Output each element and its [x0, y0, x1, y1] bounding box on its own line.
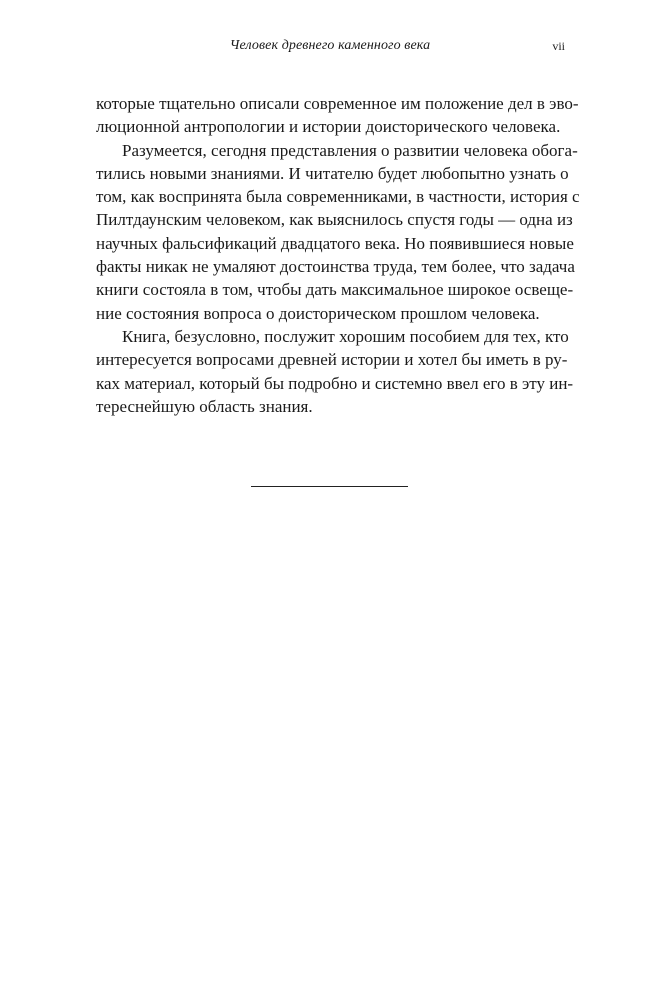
text-line: факты никак не умаляют достоинства труда, тем более, что задача [96, 257, 575, 277]
paragraph-2 [96, 139, 580, 325]
text-line: люционной антропологии и истории доисторического человека. [96, 117, 561, 137]
text-line: том, как воспринята была современниками, в частности, история с [96, 187, 580, 207]
text-line: научных фальсификаций двадцатого века. Но появившиеся новые [96, 233, 574, 253]
running-title: Человек древнего каменного века [229, 38, 431, 53]
text-line: тереснейшую область знания. [96, 396, 313, 416]
text-line: которые тщательно описали современное им положение дел в эво- [96, 94, 579, 113]
paragraph-1 [96, 92, 579, 139]
text-line: интересуется вопросами древней истории и хотел бы иметь в ру- [96, 350, 568, 370]
text-line: тились новыми знаниями. И читателю будет любопытно узнать о [96, 163, 569, 183]
text-line: Пилтдаунским человеком, как выяснилось спустя годы — одна из [96, 210, 573, 230]
section-end-rule [251, 486, 408, 487]
text-line: книги состояла в том, чтобы дать максимальное широкое освеще- [96, 280, 574, 300]
paragraph-3 [96, 325, 574, 418]
body-text [96, 92, 580, 418]
text-line: ках материал, который бы подробно и системно ввел его в эту ин- [96, 373, 574, 393]
text-line: Книга, безусловно, послужит хорошим пособием для тех, кто [122, 326, 569, 346]
text-line: ние состояния вопроса о доисторическом прошлом человека. [96, 303, 540, 323]
page-number: vii [552, 39, 565, 53]
running-head [0, 38, 660, 58]
text-line: Разумеется, сегодня представления о развитии человека обога- [122, 140, 578, 160]
